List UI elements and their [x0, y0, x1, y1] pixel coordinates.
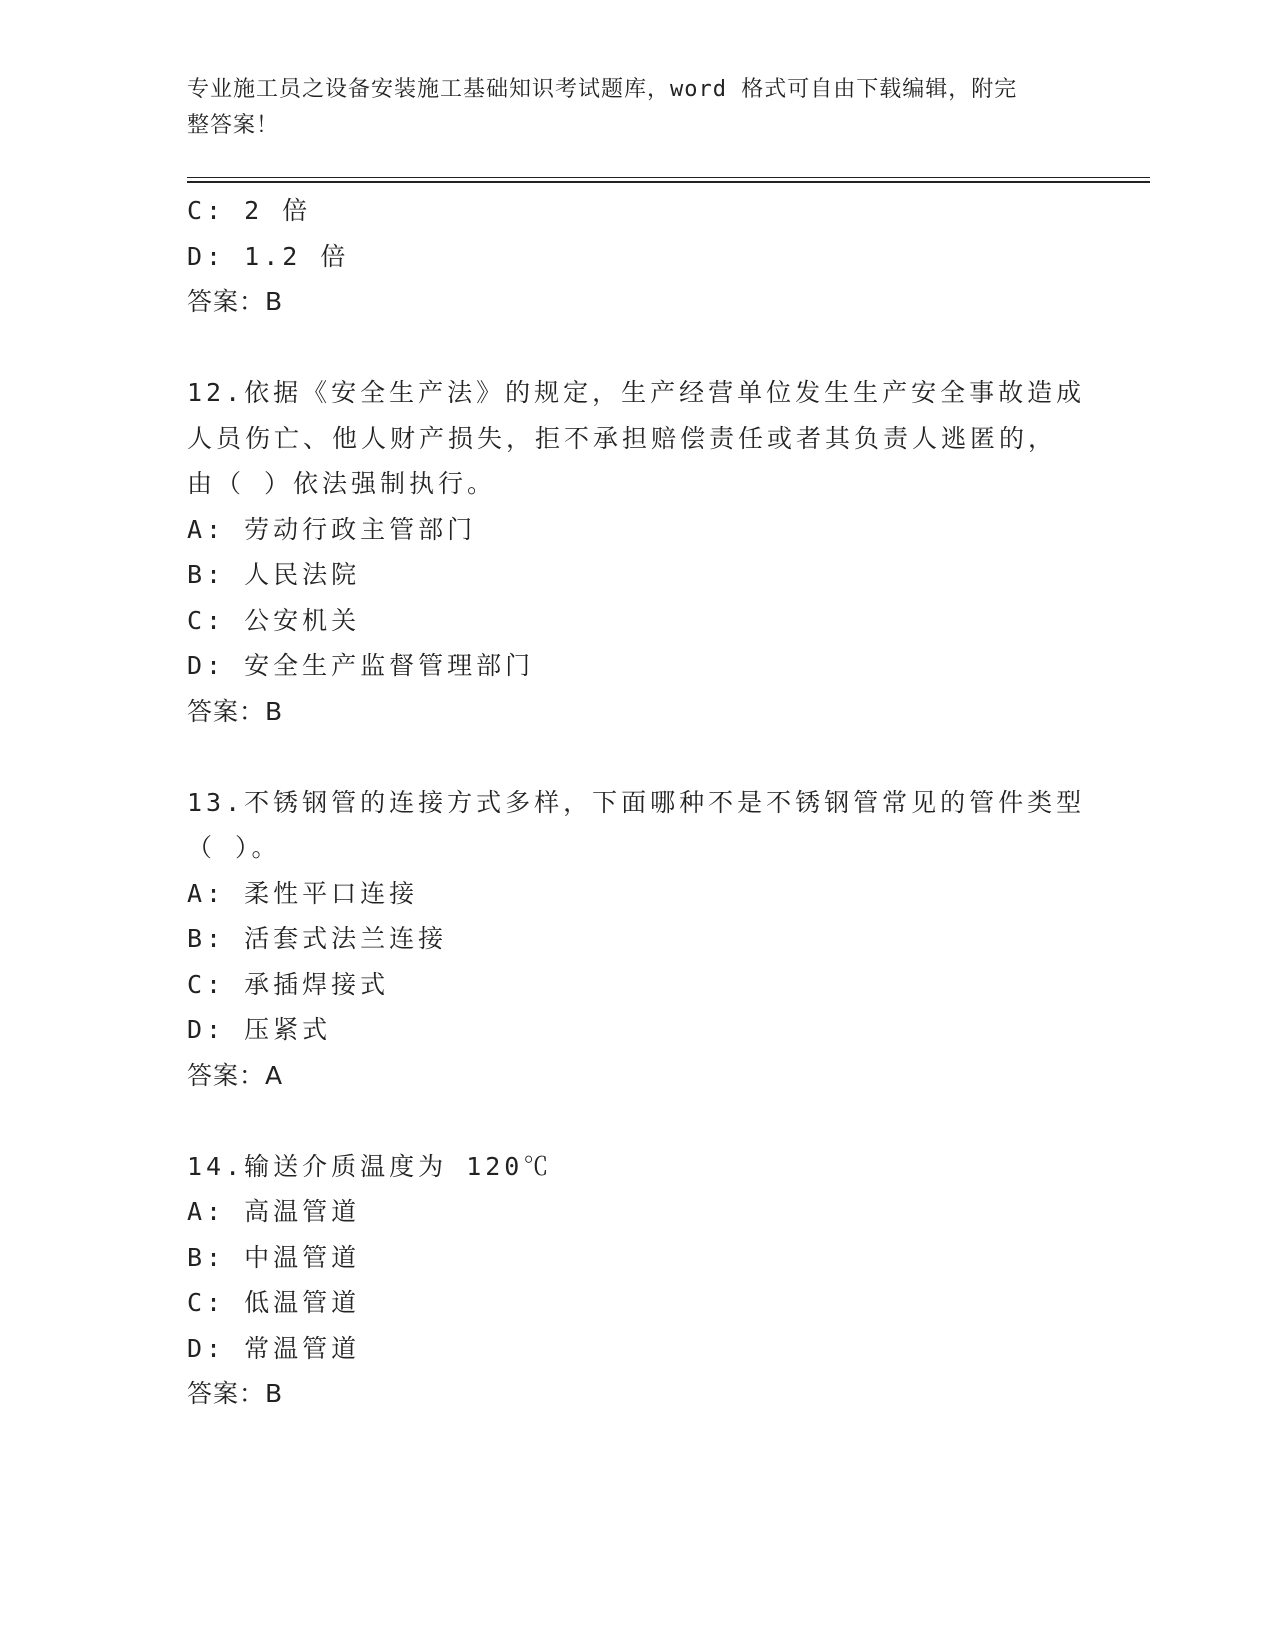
question-stem-line: （ ）。	[187, 833, 281, 862]
option-d: D: 压紧式	[187, 1015, 332, 1044]
header-line-1: 专业施工员之设备安装施工基础知识考试题库，word 格式可自由下载编辑，附完	[187, 77, 1018, 102]
question-stem-line: 12.依据《安全生产法》的规定，生产经营单位发生生产安全事故造成	[187, 378, 1086, 407]
question-content	[187, 188, 1087, 1417]
option-b: B: 中温管道	[187, 1242, 361, 1272]
question-stem-line: 13.不锈钢管的连接方式多样，下面哪种不是不锈钢管常见的管件类型	[187, 787, 1086, 817]
option-b: B: 活套式法兰连接	[187, 924, 448, 953]
answer-line: 答案：B	[187, 696, 284, 726]
spacer	[187, 734, 1087, 780]
question-12	[187, 370, 1087, 734]
option-a: A: 柔性平口连接	[187, 878, 419, 908]
option-c: C: 公安机关	[187, 605, 361, 635]
question-stem-line: 人员伤亡、他人财产损失，拒不承担赔偿责任或者其负责人逃匿的，	[187, 423, 1058, 453]
document-header	[187, 72, 1067, 144]
header-rule-thick	[187, 181, 1150, 183]
option-d: D: 常温管道	[187, 1333, 361, 1363]
question-stem-line: 由（ ）依法强制执行。	[187, 469, 497, 498]
option-a: A: 高温管道	[187, 1197, 361, 1226]
question-stem-line: 14.输送介质温度为 120℃	[187, 1151, 553, 1181]
spacer	[187, 1098, 1087, 1144]
option-b: B: 人民法院	[187, 560, 361, 589]
option-c: C: 2 倍	[187, 196, 312, 225]
option-a: A: 劳动行政主管部门	[187, 514, 477, 544]
question-14	[187, 1144, 1087, 1417]
answer-line: 答案：B	[187, 1379, 284, 1408]
header-line-2: 整答案！	[187, 113, 280, 138]
question-13	[187, 780, 1087, 1099]
answer-line: 答案：A	[187, 1060, 284, 1090]
question-11-tail	[187, 188, 1087, 325]
header-rule-thin	[187, 177, 1150, 178]
option-c: C: 承插焊接式	[187, 969, 390, 999]
option-c: C: 低温管道	[187, 1288, 361, 1317]
option-d: D: 安全生产监督管理部门	[187, 651, 535, 680]
spacer	[187, 325, 1087, 371]
option-d: D: 1.2 倍	[187, 241, 350, 271]
answer-line: 答案：B	[187, 287, 284, 316]
